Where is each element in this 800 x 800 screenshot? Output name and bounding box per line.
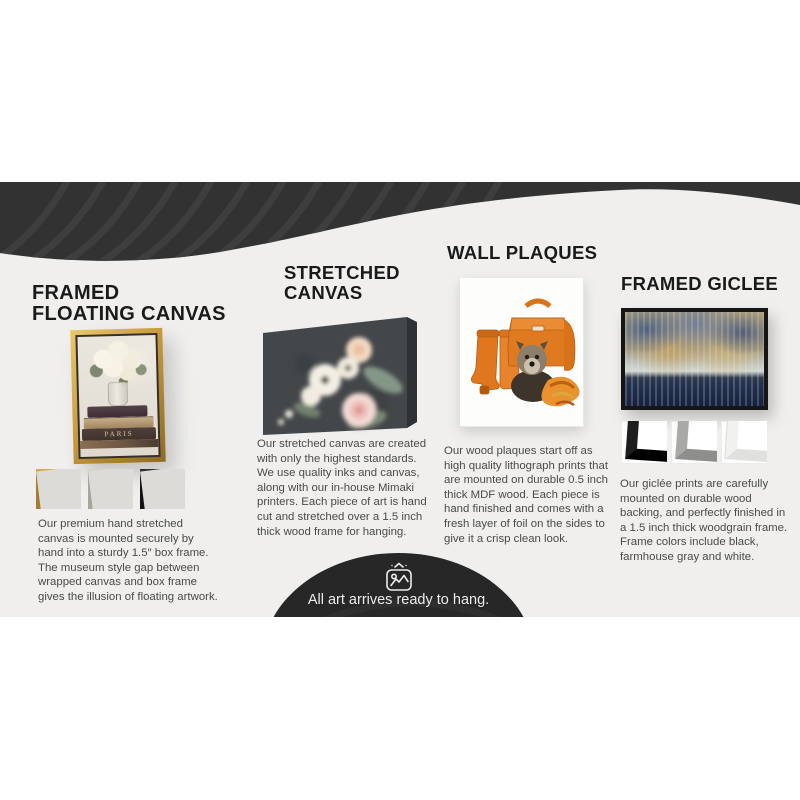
silver-frame-corner-swatch [88, 469, 133, 509]
frame-corner [36, 469, 81, 509]
frame-corner [625, 421, 667, 462]
white-frame-corner-swatch [721, 421, 767, 464]
frame-corner [140, 469, 185, 509]
footer-dome [262, 553, 535, 617]
floating-canvas-product-photo [70, 328, 165, 464]
wall-plaque-product-photo [460, 278, 584, 427]
stretched-canvas-product-photo [255, 302, 423, 442]
book-paris: PARIS [82, 427, 156, 441]
abstract-blue-gold-artwork [625, 312, 764, 406]
section-title-wall-plaques: WALL PLAQUES [447, 242, 598, 263]
gray-frame-corner-swatch [671, 421, 717, 464]
description-stretched-canvas: Our stretched canvas are created with only the highest standards. We use quality inks and canvas, along with our in-house Mimaki printers. Each piece of art is hand cut and stretched over a 1.5 inch thick wood frame for hanging. [257, 438, 427, 538]
giclee-frame-color-swatches [621, 421, 767, 464]
hydrangea-paris-artwork [77, 335, 158, 457]
description-framed-floating-canvas: Our premium hand stretched canvas is mounted securely by hand into a sturdy 1.5″ box frame. The museum style gap between wrapped canvas and box frame gives the illusion of floating artwork. [38, 518, 218, 603]
framed-picture-icon [380, 562, 418, 594]
footer-message: All art arrives ready to hang. [307, 592, 490, 608]
black-frame-corner-swatch [621, 421, 667, 464]
floater-gap [75, 333, 160, 459]
frame-corner [675, 421, 717, 462]
section-title-framed-floating-canvas: FRAMED FLOATING CANVAS [32, 282, 226, 325]
canvas-side-face [407, 317, 417, 428]
frame-corner [88, 469, 133, 509]
table-surface [80, 439, 158, 449]
description-framed-giclee: Our giclée prints are carefully mounted on durable wood backing, and perfectly finished in a 1.5 inch thick woodgrain frame. Frame colors include black, farmhouse gray and white. [620, 478, 788, 563]
header-wave-band [0, 182, 800, 278]
frame-corner [725, 421, 767, 462]
section-title-framed-giclee: FRAMED GICLEE [621, 273, 779, 294]
orange-bag-boots-dog-artwork [460, 278, 584, 427]
section-title-stretched-canvas: STRETCHED CANVAS [284, 262, 400, 303]
black-frame-corner-swatch [140, 469, 185, 509]
floating-frame-color-swatches [36, 469, 185, 509]
glass-vase [108, 382, 129, 407]
gold-frame-corner-swatch [36, 469, 81, 509]
description-wall-plaques: Our wood plaques start off as high quality lithograph prints that are mounted on durable 0.5 inch thick MDF wood. Each piece is hand finished and comes with a fresh layer of foil on the sides to give it a crisp clean look. [444, 445, 609, 545]
framed-giclee-product-photo [621, 308, 768, 410]
